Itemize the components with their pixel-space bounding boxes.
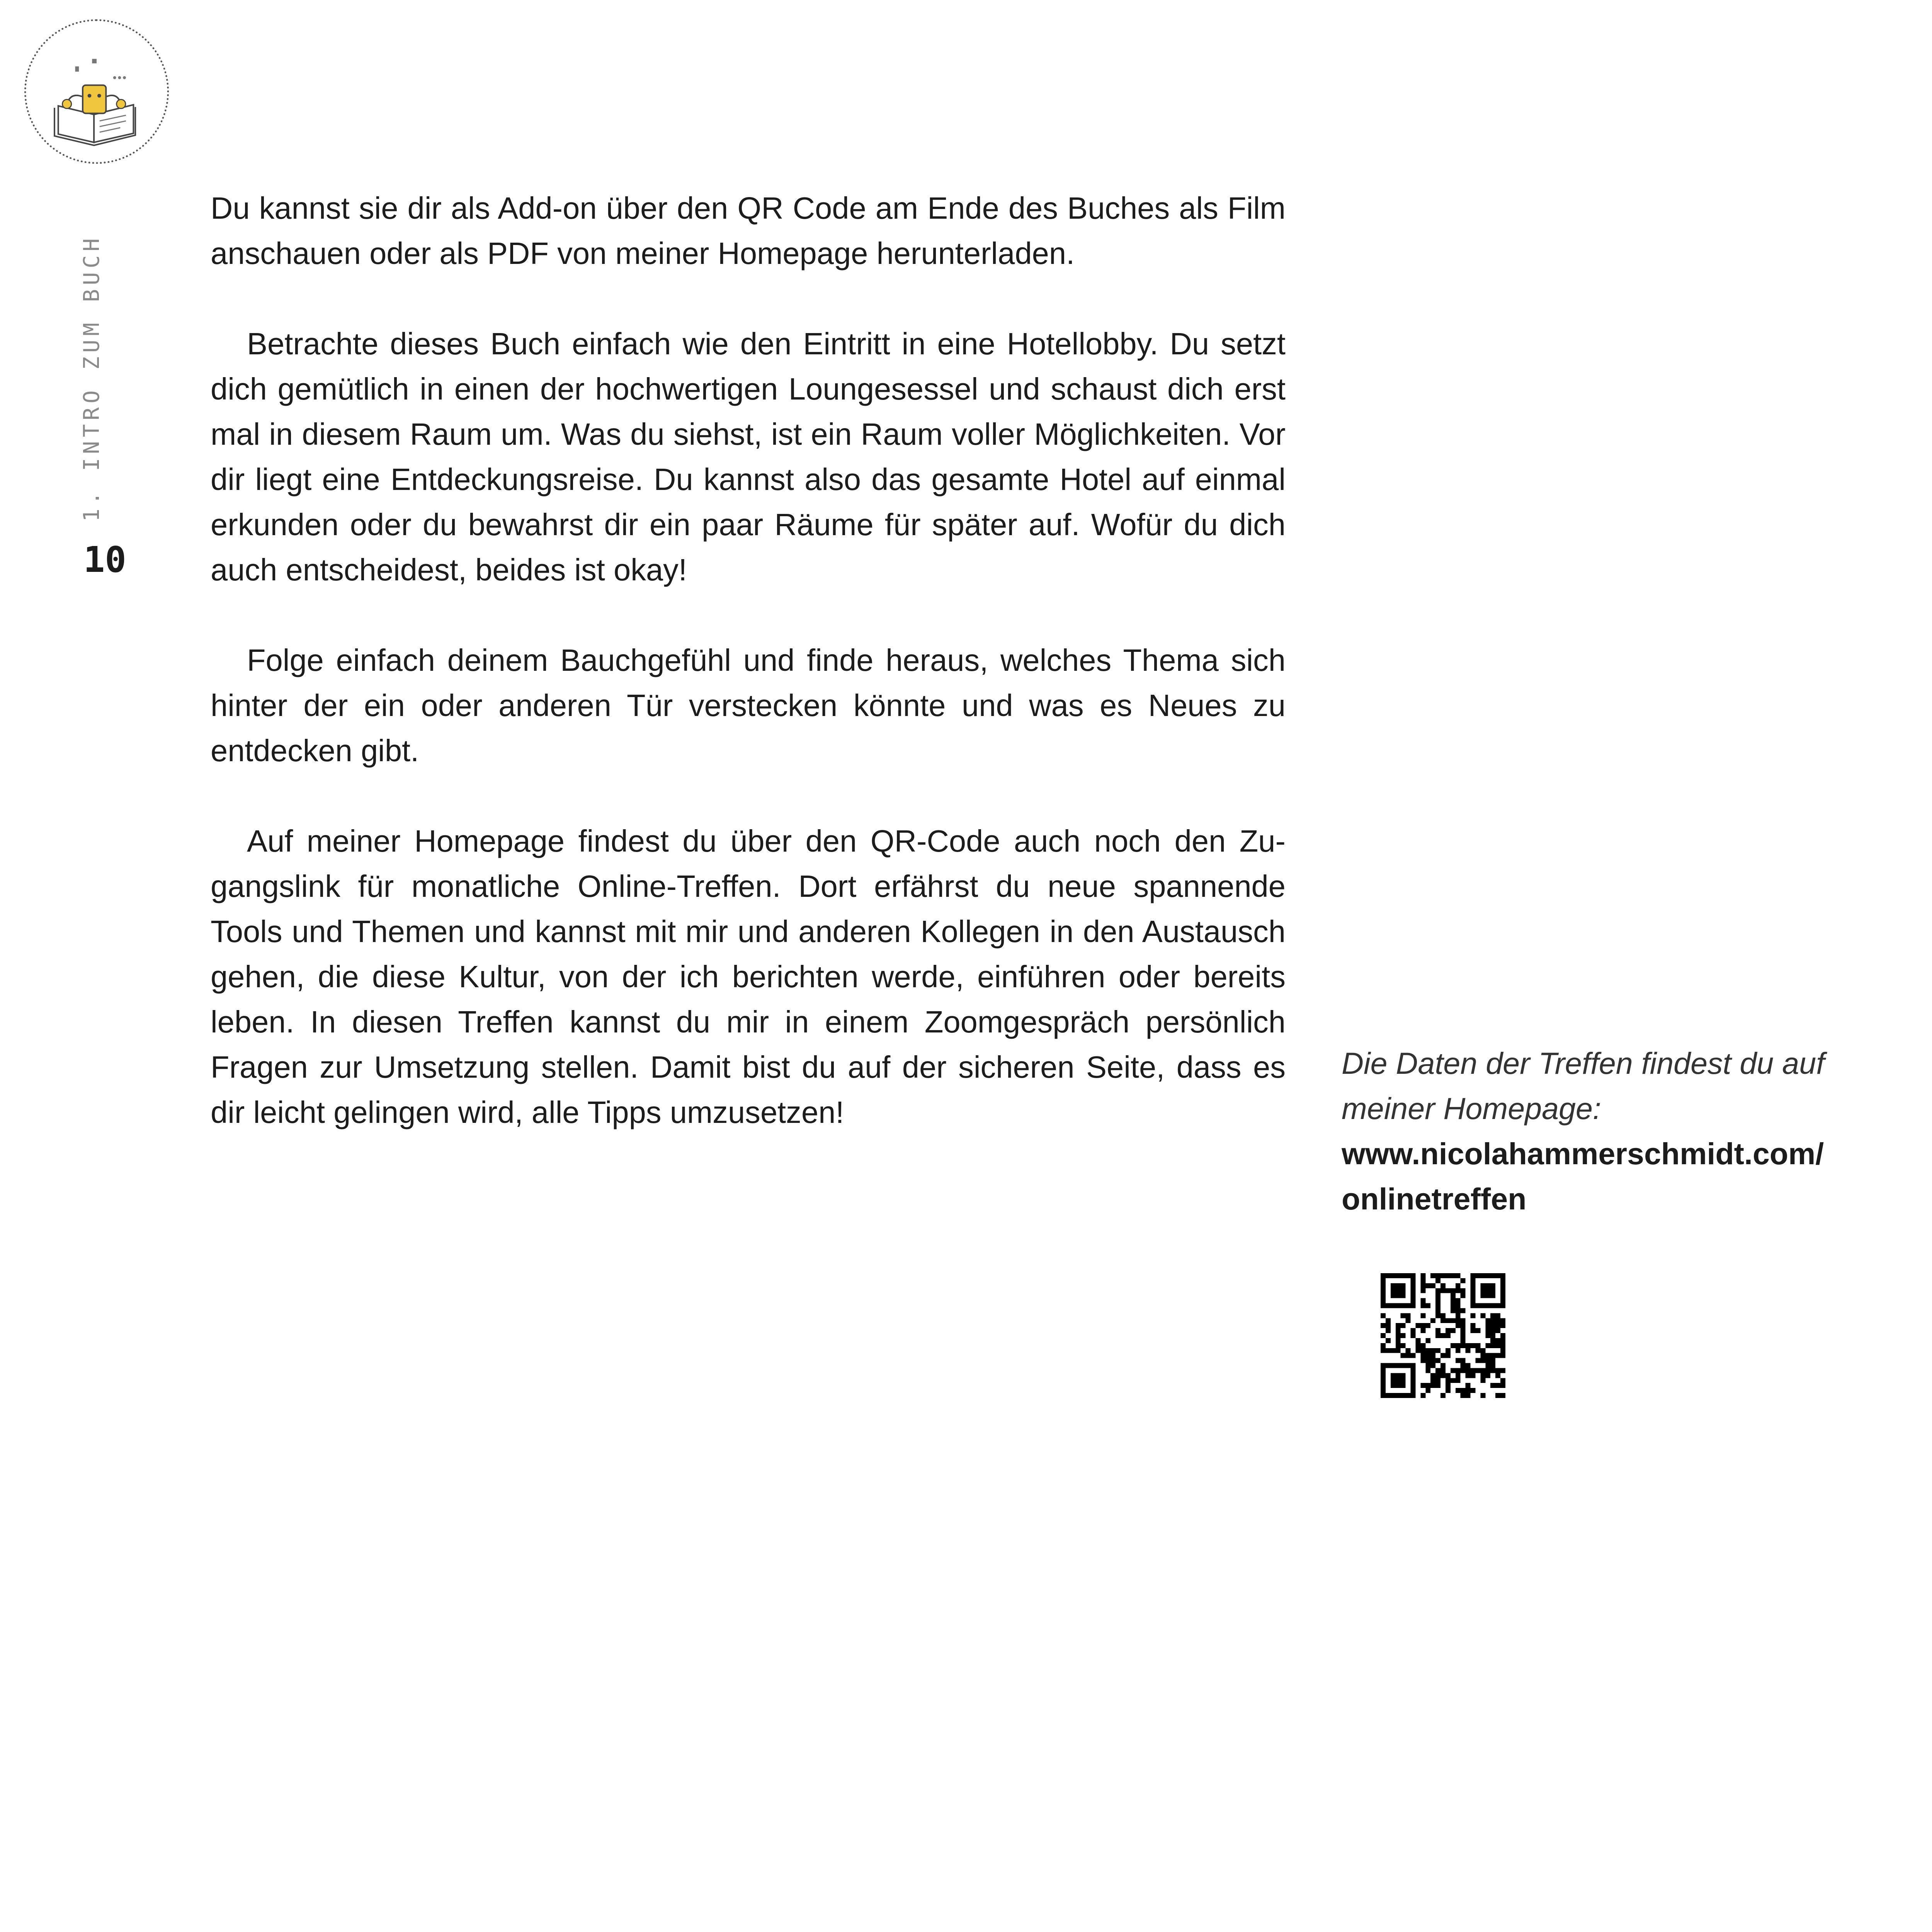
sidenote-caption: Die Daten der Treffen findest du auf meiner Homepage: bbox=[1342, 1046, 1825, 1126]
qr-code-icon[interactable] bbox=[1381, 1273, 1505, 1398]
body-text bbox=[211, 185, 1286, 1180]
paragraph: Folge einfach deinem Bauchgefühl und finde heraus, welches Thema sich hinter der ein oder anderen Tür verstecken könnte und was es Neues zu entdecken gibt. bbox=[211, 643, 1286, 768]
chapter-label: 1. INTRO ZUM BUCH bbox=[79, 234, 104, 522]
paragraph: Du kannst sie dir als Add-on über den QR Code am Ende des Buches als Film anschauen oder als PDF von meiner Homepage herunterladen. bbox=[211, 191, 1286, 270]
paragraph: Auf meiner Homepage findest du über den QR-Code auch noch den Zugangslink für monatliche Online-Treffen. Dort erfährst du neue spannende Tools und Themen und kannst mit mir und anderen Kollegen in den Austausch gehen, die diese Kultur, von der ich berichten werde, einführen oder bereits leben. In diesen Treffen kannst du mir in einem Zoomgespräch persönlich Fragen zur Umsetzung stellen. Damit bist du auf der sicheren Seite, dass es dir leicht gelingen wird, alle Tipps umzusetzen! bbox=[211, 824, 1286, 1129]
homepage-link[interactable]: www.nicolahammerschmidt.com/ onlinetreffen bbox=[1342, 1136, 1824, 1216]
reading-book-illustration bbox=[26, 21, 167, 162]
sidenote bbox=[1342, 1041, 1883, 1221]
qr-code-graphic bbox=[1381, 1273, 1505, 1398]
paragraph: Betrachte dieses Buch einfach wie den Eintritt in eine Hotellobby. Du setzt dich gemütlich in einen der hochwertigen Loungesessel und schaust dich erst mal in diesem Raum um. Was du siehst, ist ein Raum voller Möglichkeiten. Vor dir liegt eine Entdeckungsreise. Du kannst also das gesamte Hotel auf einmal erkunden oder du bewahrst dir ein paar Räume für später auf. Wofür du dich auch entscheidest, beides ist okay! bbox=[211, 327, 1286, 587]
reading-book-icon bbox=[24, 19, 169, 164]
page-number: 10 bbox=[83, 539, 126, 580]
